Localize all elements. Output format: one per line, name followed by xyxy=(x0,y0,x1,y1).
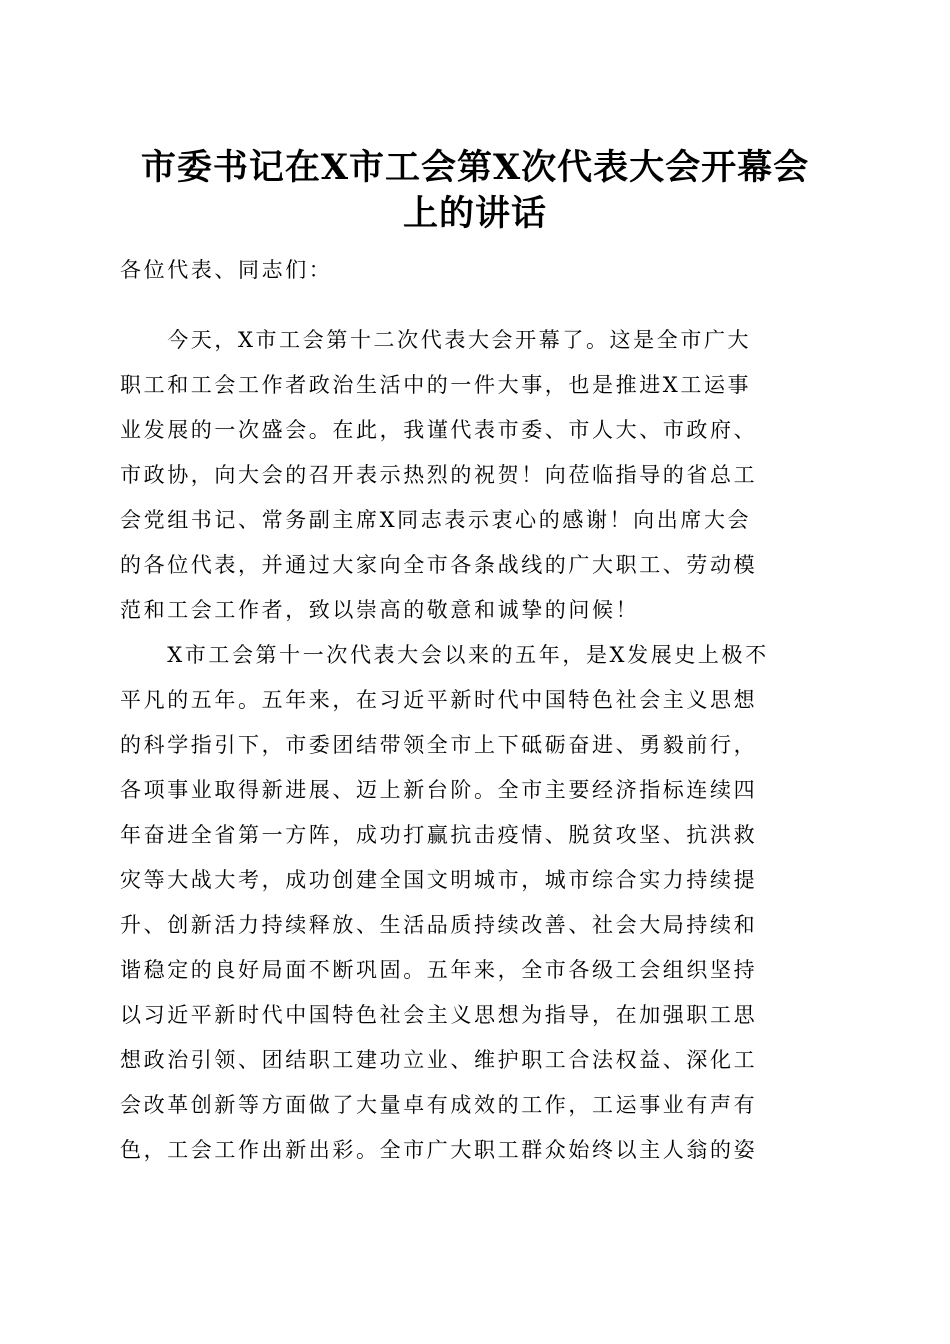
body-line: 升、创新活力持续释放、生活品质持续改善、社会大局持续和 xyxy=(120,913,758,937)
body-line: 的各位代表，并通过大家向全市各条战线的广大职工、劳动模 xyxy=(120,553,758,577)
body-line: 各项事业取得新进展、迈上新台阶。全市主要经济指标连续四 xyxy=(120,778,758,802)
body-line: X市工会第十一次代表大会以来的五年，是X发展史上极不 xyxy=(120,643,769,667)
body-line: 各位代表、同志们： xyxy=(120,258,333,282)
body-line: 市政协，向大会的召开表示热烈的祝贺！向莅临指导的省总工 xyxy=(120,463,758,487)
document-title-line-2: 上的讲话 xyxy=(402,193,547,234)
body-line: 以习近平新时代中国特色社会主义思想为指导，在加强职工思 xyxy=(120,1003,758,1027)
body-line: 业发展的一次盛会。在此，我谨代表市委、市人大、市政府、 xyxy=(120,418,758,442)
body-line: 会改革创新等方面做了大量卓有成效的工作，工运事业有声有 xyxy=(120,1093,758,1117)
body-line: 今天，X市工会第十二次代表大会开幕了。这是全市广大 xyxy=(120,328,752,352)
body-line: 年奋进全省第一方阵，成功打赢抗击疫情、脱贫攻坚、抗洪救 xyxy=(120,823,758,847)
body-line: 职工和工会工作者政治生活中的一件大事，也是推进X工运事 xyxy=(120,373,752,397)
body-line: 想政治引领、团结职工建功立业、维护职工合法权益、深化工 xyxy=(120,1048,758,1072)
body-line: 谐稳定的良好局面不断巩固。五年来，全市各级工会组织坚持 xyxy=(120,958,758,982)
document-title-line-1: 市委书记在X市工会第X次代表大会开幕会 xyxy=(140,147,810,188)
body-line: 平凡的五年。五年来，在习近平新时代中国特色社会主义思想 xyxy=(120,688,758,712)
body-line: 范和工会工作者，致以崇高的敬意和诚挚的问候！ xyxy=(120,598,640,622)
body-line: 的科学指引下，市委团结带领全市上下砥砺奋进、勇毅前行， xyxy=(120,733,758,757)
body-line: 会党组书记、常务副主席X同志表示衷心的感谢！向出席大会 xyxy=(120,508,752,532)
body-line: 灾等大战大考，成功创建全国文明城市，城市综合实力持续提 xyxy=(120,868,758,892)
body-line: 色，工会工作出新出彩。全市广大职工群众始终以主人翁的姿 xyxy=(120,1138,758,1162)
